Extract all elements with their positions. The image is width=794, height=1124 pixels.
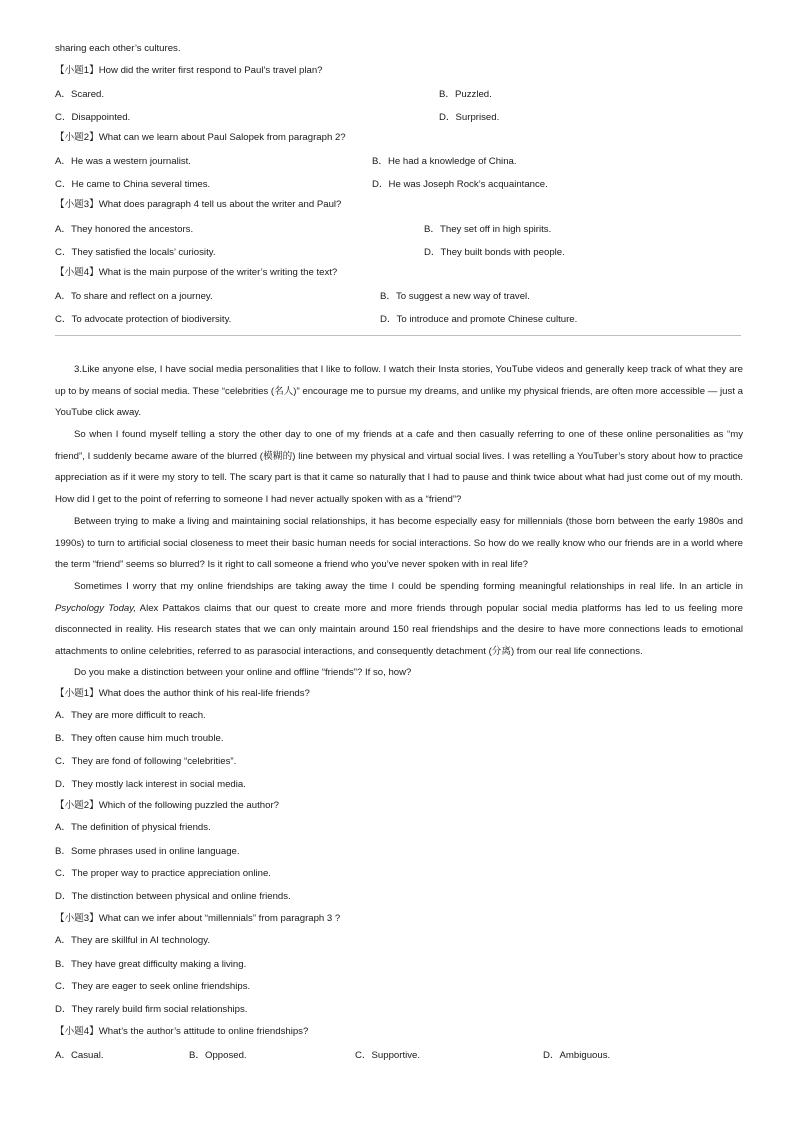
option-d: D．They rarely build firm social relationships. [55, 1004, 248, 1015]
option-a: A．The definition of physical friends. [55, 822, 211, 833]
option-b: B．Puzzled. [439, 89, 492, 100]
option-c: C．They satisfied the locals’ curiosity. [55, 247, 216, 258]
option-d: D．Ambiguous. [543, 1050, 611, 1061]
option-d: D．They mostly lack interest in social media. [55, 779, 246, 790]
option-a: A．Scared. [55, 89, 105, 100]
option-c: C．The proper way to practice appreciation online. [55, 868, 271, 879]
option-d: D．He was Joseph Rock’s acquaintance. [372, 179, 548, 190]
question-stem: 【小题4】What’s the author’s attitude to online friendships? [55, 1026, 309, 1037]
option-d: D．To introduce and promote Chinese culture. [380, 314, 578, 325]
option-d: D．They built bonds with people. [424, 247, 565, 258]
option-b: B．They often cause him much trouble. [55, 733, 224, 744]
question-stem: 【小题1】How did the writer first respond to Paul’s travel plan? [55, 65, 323, 76]
question-stem: 【小题1】What does the author think of his real-life friends? [55, 688, 310, 699]
carryover-text: sharing each other’s cultures. [55, 43, 181, 54]
option-d: D．Surprised. [439, 112, 500, 123]
option-b: B．Opposed. [189, 1050, 247, 1061]
question-stem: 【小题3】What can we infer about “millennials” from paragraph 3 ? [55, 913, 341, 924]
question-stem: 【小题2】Which of the following puzzled the author? [55, 800, 279, 811]
passage-paragraph-4 [55, 576, 743, 662]
passage-paragraph-2: So when I found myself telling a story the other day to one of my friends at a cafe and then casually referring to one of these online personalities as “my friend”, I suddenly became aware of the blurred (模糊的) line between my physical and virtual social lives. I was retelling a YouTuber’s story about how to practice appreciation as if it were my story to tell. The scary part is that it came so naturally that I had to pause and think twice about what had just come out of my mouth. How did I get to the point of referring to someone I had never actually spoken with as a “friend”? [55, 429, 743, 505]
question-stem: 【小题4】What is the main purpose of the writer’s writing the text? [55, 267, 338, 278]
question-stem: 【小题3】What does paragraph 4 tell us about the writer and Paul? [55, 199, 342, 210]
passage-paragraph-1: 3.Like anyone else, I have social media personalities that I like to follow. I watch their Insta stories, YouTube videos and generally keep track of what they are up to by means of social media. These “celebrities (名人)” encourage me to pursue my dreams, and unlike my physical friends, are often more accessible — just a YouTube click away. [55, 364, 743, 418]
passage-paragraph-3: Between trying to make a living and maintaining social relationships, it has become especially easy for millennials (those born between the early 1980s and 1990s) to turn to artificial social closeness to meet their basic human needs for social interactions. So how do we really know who our friends are in a world where the term “friend” seems so blurred? Is it right to call someone a friend who you’ve never spoken with in real life? [55, 516, 743, 570]
option-a: A．Casual. [55, 1050, 104, 1061]
option-c: C．Supportive. [355, 1050, 421, 1061]
passage-paragraph-5: Do you make a distinction between your online and offline “friends”? If so, how? [74, 667, 412, 678]
option-b: B．They set off in high spirits. [424, 224, 552, 235]
publication-title: Psychology Today, [55, 602, 136, 614]
option-c: C．Disappointed. [55, 112, 131, 123]
question-stem: 【小题2】What can we learn about Paul Salopek from paragraph 2? [55, 132, 346, 143]
option-d: D．The distinction between physical and online friends. [55, 891, 291, 902]
option-a: A．He was a western journalist. [55, 156, 191, 167]
option-c: C．They are fond of following “celebrities”. [55, 756, 237, 767]
section-divider [55, 335, 741, 336]
option-c: C．To advocate protection of biodiversity. [55, 314, 232, 325]
option-c: C．They are eager to seek online friendships. [55, 981, 251, 992]
paragraph-text: Sometimes I worry that my online friendships are taking away the time I could be spending forming meaningful relationships in real life. In an article in [74, 581, 743, 592]
option-b: B．They have great difficulty making a living. [55, 959, 247, 970]
option-a: A．They are more difficult to reach. [55, 710, 206, 721]
option-a: A．They are skillful in AI technology. [55, 935, 210, 946]
option-b: B．He had a knowledge of China. [372, 156, 517, 167]
option-b: B．Some phrases used in online language. [55, 846, 240, 857]
option-a: A．They honored the ancestors. [55, 224, 194, 235]
paragraph-text: Alex Pattakos claims that our quest to create more and more friends through popular social media platforms has led to us feeling more disconnected in reality. His research states that we can only maintain around 150 real friendships and the desire to have more connections leads to emotional attachments to online celebrities, referred to as parasocial interactions, and consequently detachment (分离) from our real life connections. [55, 602, 743, 657]
option-a: A．To share and reflect on a journey. [55, 291, 213, 302]
option-c: C．He came to China several times. [55, 179, 211, 190]
option-b: B．To suggest a new way of travel. [380, 291, 530, 302]
